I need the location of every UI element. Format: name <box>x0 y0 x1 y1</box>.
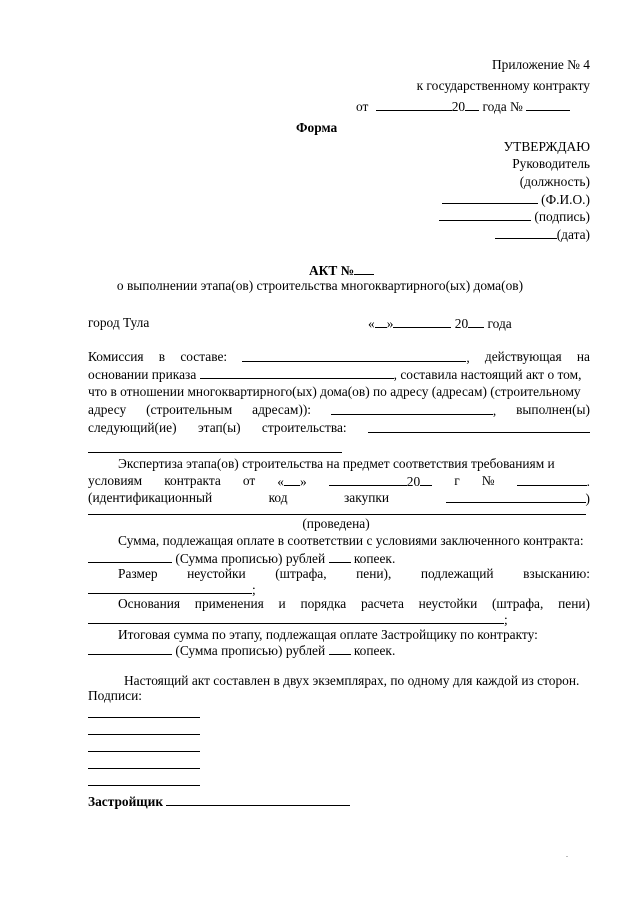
developer-blank <box>166 793 350 806</box>
year-label: 20 <box>451 99 466 114</box>
basis-line: Основания применения и порядка расчета неустойки (штрафа, пени) <box>118 596 590 611</box>
date-approve-blank <box>495 226 557 239</box>
signature-line-3 <box>88 751 200 752</box>
year-number-label: года № <box>482 99 523 114</box>
copies-statement: Настоящий акт составлен в двух экземплярах, по одному для каждой из сторон. <box>124 673 580 688</box>
signatures-label: Подписи: <box>88 688 142 703</box>
contract-line: условиям контракта от « » 20 г № . <box>88 473 590 489</box>
penalty-line: Размер неустойки (штрафа, пени), подлежащий взысканию: <box>118 566 590 581</box>
from-label: от <box>356 99 369 114</box>
expertise-result-line <box>88 514 586 515</box>
act-subtitle: о выполнении этапа(ов) строительства многоквартирного(ых) дома(ов) <box>116 278 524 293</box>
signature-line-5 <box>88 785 200 786</box>
contract-date-line <box>356 98 570 115</box>
fio-blank <box>442 191 538 204</box>
contract-number-blank <box>517 473 587 486</box>
expertise-line: Экспертиза этапа(ов) строительства на предмет соответствия требованиям и <box>118 456 555 471</box>
number-blank <box>526 98 570 111</box>
approve-date: (дата) <box>495 226 590 243</box>
sum-line: (Сумма прописью) рублей копеек. <box>88 550 395 567</box>
signature-line-2 <box>88 734 200 735</box>
approve-title: УТВЕРЖДАЮ <box>503 139 590 154</box>
contract-reference: к государственному контракту <box>416 78 590 93</box>
sum-blank <box>88 550 172 563</box>
form-label: Форма <box>296 120 338 135</box>
act-date: « » 20 года <box>368 316 512 331</box>
total-line: (Сумма прописью) рублей копеек. <box>88 642 395 659</box>
stage-continuation-line <box>88 452 342 453</box>
purchase-code-blank <box>446 490 586 503</box>
approve-head: Руководитель <box>512 156 590 171</box>
scan-speck <box>566 856 568 857</box>
city: город Тула <box>88 315 150 330</box>
stage-line: следующий(ие) этап(ы) строительства: <box>88 420 590 436</box>
order-line: основании приказа , составила настоящий акт о том, <box>88 367 582 382</box>
conducted-label: (проведена) <box>302 516 370 531</box>
commission-blank <box>242 349 466 362</box>
year-blank <box>465 98 479 111</box>
address-line: адресу (строительным адресам)): , выполнен(ы) <box>88 402 590 418</box>
signature-line-4 <box>88 768 200 769</box>
address-blank <box>331 402 493 415</box>
penalty-blank <box>88 581 252 594</box>
act-title: АКТ № <box>309 262 374 279</box>
sum-label: Сумма, подлежащая оплате в соответствии с условиями заключенного контракта: <box>118 533 584 548</box>
sum-kopeks-blank <box>329 550 351 563</box>
penalty-amount-line: ; <box>88 581 256 598</box>
act-number-blank <box>354 262 374 275</box>
stage-blank <box>368 420 590 433</box>
signature-line-1 <box>88 717 200 718</box>
address-intro-line: что в отношении многоквартирного(ых) дома(ов) по адресу (адресам) (строительному <box>88 384 581 399</box>
approve-fio: (Ф.И.О.) <box>442 191 590 208</box>
purchase-code-line: (идентификационный код закупки ) <box>88 490 590 506</box>
total-kopeks-blank <box>329 642 351 655</box>
signature-blank <box>439 208 531 221</box>
approve-signature: (подпись) <box>439 208 590 225</box>
appendix-number: Приложение № 4 <box>491 57 590 72</box>
date-blank <box>376 98 452 111</box>
order-blank <box>200 366 394 379</box>
developer-line: Застройщик <box>88 793 350 810</box>
total-label: Итоговая сумма по этапу, подлежащая оплате Застройщику по контракту: <box>118 627 538 642</box>
basis-blank-line: ; <box>88 611 508 628</box>
basis-blank <box>88 611 504 624</box>
approve-position: (должность) <box>519 174 590 189</box>
total-blank <box>88 642 172 655</box>
commission-line: Комиссия в составе: , действующая на <box>88 349 590 365</box>
